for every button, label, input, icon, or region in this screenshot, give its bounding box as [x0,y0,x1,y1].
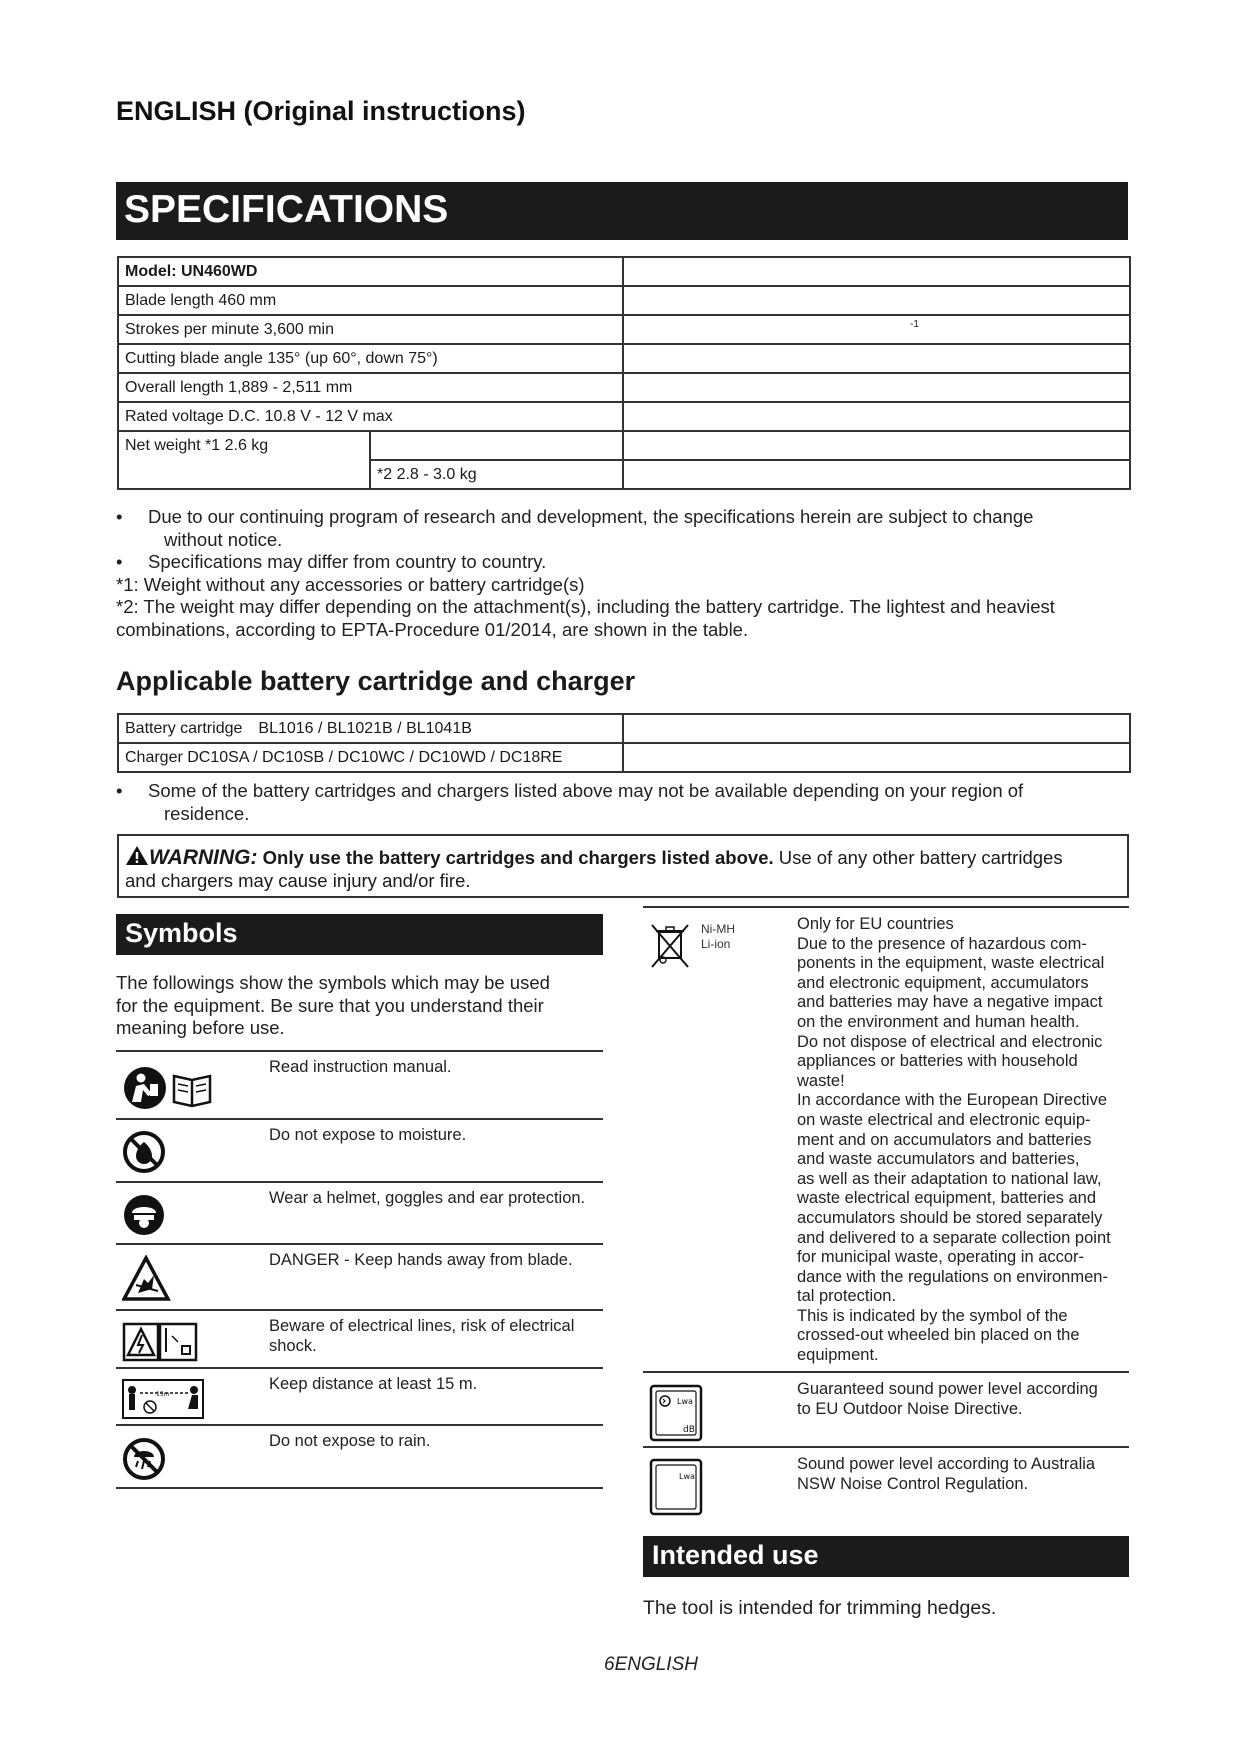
svg-text:dB: dB [683,1425,695,1435]
symbol-row [116,1243,603,1309]
svg-text:15m: 15m [156,1391,170,1398]
empty-cell [623,286,1130,315]
empty-cell [623,460,1130,489]
eu-disposal-line: This is indicated by the symbol of the [797,1306,1068,1325]
symbol-description: DANGER - Keep hands away from blade. [269,1251,573,1269]
specifications-table [117,256,1131,490]
eu-disposal-line: Do not dispose of electrical and electronic [797,1032,1103,1051]
eu-disposal-line: appliances or batteries with household [797,1052,1078,1071]
helmet-icon [122,1193,170,1242]
symbols-intro: The followings show the symbols which may be used for the equipment. Be sure that you understand their meaning before use. [116,972,550,1038]
eu-disposal-line: and batteries may have a negative impact [797,993,1103,1012]
note-item: • Specifications may differ from country to country. [116,551,547,572]
eu-disposal-line: Due to the presence of hazardous com- [797,934,1087,953]
no-rain-icon [122,1437,170,1486]
guaranteed-sound-level-icon [649,1384,703,1447]
eu-disposal-line: equipment. [797,1346,879,1365]
empty-cell [623,743,1130,772]
warning-label: WARNING: [149,846,258,869]
empty-cell [623,714,1130,743]
symbol-row [116,1367,603,1424]
model-cell: Model: UN460WD [118,257,623,286]
symbol-description: Do not expose to moisture. [269,1126,467,1144]
empty-cell [623,344,1130,373]
symbol-row [116,1050,603,1118]
eu-disposal-line: ment and on accumulators and batteries [797,1130,1092,1149]
australia-sound-level-icon [649,1458,703,1521]
keep-distance-icon [122,1379,204,1424]
table-row [118,315,1130,344]
battery-chemistry-labels: Ni-MH Li-ion [701,922,735,951]
svg-text:Lwa: Lwa [677,1397,693,1406]
footnote-1: *1: Weight without any accessories or battery cartridge(s) [116,573,585,595]
blade-length-cell: Blade length 460 mm [118,286,623,315]
table-row [118,743,1130,772]
eu-disposal-line: tal protection. [797,1287,897,1306]
intended-use-heading: Intended use [643,1536,1129,1577]
eu-disposal-line: ponents in the equipment, waste electrical [797,954,1105,973]
empty-cell [623,431,1130,460]
eu-disposal-line: Only for EU countries [797,915,954,933]
overall-length-cell: Overall length 1,889 - 2,511 mm [118,373,623,402]
eu-disposal-text [797,915,1127,1366]
table-row [118,402,1130,431]
footnote-2-line-1: *2: The weight may differ depending on the attachment(s), including the battery cartridge. The lightest and heaviest [116,596,1055,617]
symbol-description: Keep distance at least 15 m. [269,1375,478,1393]
eu-disposal-line: for municipal waste, operating in accor- [797,1248,1085,1267]
rated-voltage-cell: Rated voltage D.C. 10.8 V - 12 V max [118,402,623,431]
read-manual-icon [122,1064,222,1117]
warning-strong-text: Only use the battery cartridges and chargers listed above. [262,847,774,868]
symbol-row [116,1181,603,1243]
eu-disposal-row [643,906,1129,1371]
cutting-angle-cell: Cutting blade angle 135° (up 60°, down 75°) [118,344,623,373]
eu-disposal-line: and delivered to a separate collection point [797,1228,1111,1247]
table-row [118,714,1130,743]
eu-disposal-line: In accordance with the European Directive [797,1091,1108,1110]
intended-use-text: The tool is intended for trimming hedges. [643,1597,997,1619]
battery-section-heading: Applicable battery cartridge and charger [116,666,636,696]
eu-sound-row [643,1371,1129,1446]
table-row [118,286,1130,315]
symbol-row [116,1424,603,1487]
eu-disposal-line: and waste accumulators and batteries, [797,1150,1080,1169]
warning-triangle-icon [125,845,149,866]
document-language-title: ENGLISH (Original instructions) [116,96,526,126]
eu-disposal-line: dance with the regulations on environmen- [797,1267,1108,1286]
warning-text-line-2: and chargers may cause injury and/or fire. [125,870,471,891]
weight-range-cell: *2 2.8 - 3.0 kg [370,460,623,489]
warning-text: Use of any other battery cartridges [778,847,1063,868]
net-weight-cell: Net weight *1 2.6 kg [118,431,370,489]
eu-sound-text: Guaranteed sound power level according to EU Outdoor Noise Directive. [797,1380,1098,1418]
svg-text:Lwa: Lwa [679,1472,695,1481]
specification-notes [116,506,1128,641]
au-sound-row [643,1446,1129,1520]
battery-cartridge-cell: Battery cartridge BL1016 / BL1021B / BL1041B [118,714,623,743]
eu-disposal-line: waste! [797,1071,845,1090]
symbols-heading: Symbols [116,914,603,955]
table-row [118,344,1130,373]
page-number: 6ENGLISH [604,1654,698,1675]
empty-cell [623,402,1130,431]
eu-disposal-line: on the environment and human health. [797,1012,1080,1031]
symbol-description: Read instruction manual. [269,1058,452,1076]
eu-disposal-line: as well as their adaptation to national law, [797,1169,1102,1188]
symbol-description: Do not expose to rain. [269,1432,431,1450]
table-row [118,257,1130,286]
symbols-table-bottom-rule [116,1487,603,1489]
strokes-unit-cell [623,315,1130,344]
crossed-out-bin-icon [649,922,691,975]
battery-availability-note: • Some of the battery cartridges and chargers listed above may not be available depending on your region of residence. [116,780,1024,824]
symbol-description: Beware of electrical lines, risk of electrical shock. [269,1317,575,1355]
no-moisture-icon [122,1130,170,1179]
hand-blade-danger-icon [122,1255,174,1308]
empty-cell [623,373,1130,402]
charger-cell: Charger DC10SA / DC10SB / DC10WC / DC10WD / DC18RE [118,743,623,772]
eu-disposal-line: waste electrical equipment, batteries and [797,1189,1096,1208]
note-item: • Due to our continuing program of research and development, the specifications herein are subject to change without notice. [116,506,1034,550]
footnote-2-line-2: combinations, according to EPTA-Procedure 01/2014, are shown in the table. [116,618,749,640]
specifications-heading: SPECIFICATIONS [116,182,1128,240]
eu-disposal-line: on waste electrical and electronic equip- [797,1110,1091,1129]
table-row [118,431,1130,460]
table-row [118,373,1130,402]
eu-disposal-line: and electronic equipment, accumulators [797,973,1089,992]
strokes-per-minute-cell: Strokes per minute 3,600 min [118,315,623,344]
eu-disposal-line: accumulators should be stored separately [797,1208,1103,1227]
electrical-hazard-icon [122,1322,202,1369]
superscript-minus-one: -1 [910,318,919,330]
symbol-row [116,1309,603,1367]
eu-disposal-line: crossed-out wheeled bin placed on the [797,1326,1080,1345]
battery-charger-table [117,713,1131,773]
empty-cell [370,431,623,460]
symbol-description: Wear a helmet, goggles and ear protection. [269,1189,586,1207]
empty-cell [623,257,1130,286]
au-sound-text: Sound power level according to Australia NSW Noise Control Regulation. [797,1455,1096,1493]
symbol-row [116,1118,603,1181]
warning-box [117,834,1129,898]
